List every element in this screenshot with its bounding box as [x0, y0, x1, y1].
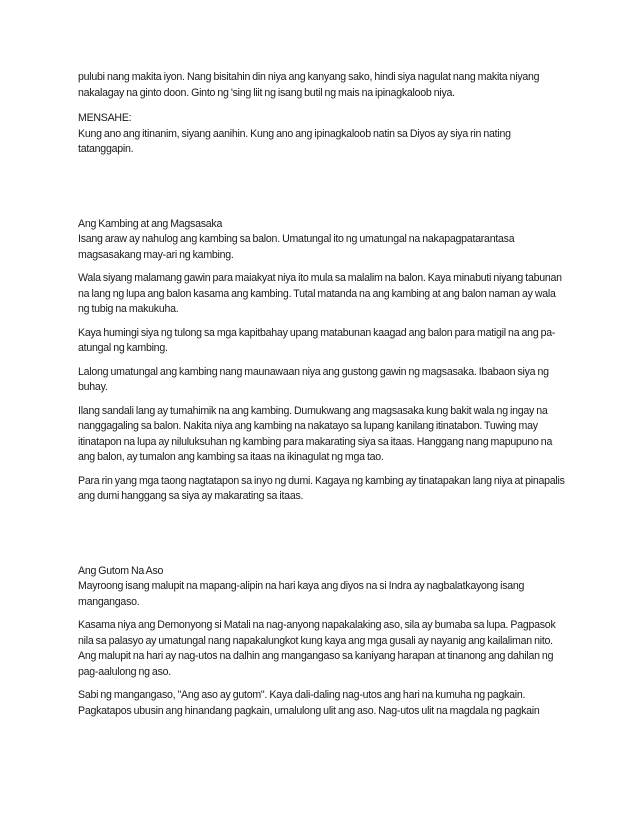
story-paragraph: Wala siyang malamang gawin para maiakyat niya ito mula sa malalim na balon. Kaya minabuti niyang tabunan na lang ng lupa ang balon kasama ang kambing. Tutal matanda na ang kambing at ang balon naman ay wala ng tubig na makukuha. [78, 272, 562, 315]
story-paragraph: Isang araw ay nahulog ang kambing sa balon. Umatungal ito ng umatungal na nakapagpatarantasa magsasakang may-ari ng kambing. [78, 233, 515, 261]
story-paragraph: Mayroong isang malupit na mapang-alipin na hari kaya ang diyos na si Indra ay nagbalatkayong isang mangangaso. [78, 580, 525, 608]
mensahe-text: Kung ano ang itinanim, siyang aanihin. Kung ano ang ipinagkaloob natin sa Diyos ay siya rin nating tatanggapin. [78, 127, 511, 155]
story-title: Ang Gutom Na Aso [78, 564, 164, 577]
story-paragraph: Ilang sandali lang ay tumahimik na ang kambing. Dumukwang ang magsasaka kung bakit wala ng ingay na nanggagaling sa balon. Nakita niya ang kambing na nakatayo sa lupang kanilang itinatabon. Tuwing may itinatapon na lupa ay niluluksuhan ng kambing para makarating siya sa itaas. Hanggang nang mapupuno na ang balon, ay tumalon ang kambing sa itaas na ikinagulat ng mga tao. [78, 404, 553, 463]
mensahe-label: MENSAHE: [78, 112, 132, 124]
document-body [78, 70, 568, 719]
story-paragraph: pulubi nang makita iyon. Nang bisitahin din niya ang kanyang sako, hindi siya nagulat nang makita niyang nakalagay na ginto doon. Ginto ng 'sing liit ng isang butil ng mais na ipinagkaloob niya. [78, 71, 540, 99]
story-paragraph: Sabi ng mangangaso, "Ang aso ay gutom". Kaya dali-daling nag-utos ang hari na kumuha ng pagkain. Pagkatapos ubusin ang hinandang pagkain, umalulong ulit ang aso. Nag-utos ulit na magdala ng pagkain [78, 689, 540, 717]
story-title: Ang Kambing at ang Magsasaka [78, 217, 223, 230]
story-paragraph: Lalong umatungal ang kambing nang maunawaan niya ang gustong gawin ng magsasaka. Ibabaon siya ng buhay. [78, 365, 549, 393]
story-paragraph: Kaya humingi siya ng tulong sa mga kapitbahay upang matabunan kaagad ang balon para matigil na ang pa-atungal ng kambing. [78, 326, 556, 354]
story-paragraph: Kasama niya ang Demonyong si Matali na nag-anyong napakalaking aso, sila ay bumaba sa lupa. Pagpasok nila sa palasyo ay umatungal nang napakalungkot kung kaya ang mga gusali ay nayanig ang kailaliman nito. Ang malupit na hari ay nag-utos na dalhin ang mangangaso sa kaniyang harapan at tinanong ang dahilan ng pag-aalulong ng aso. [78, 619, 556, 678]
story-paragraph: Para rin yang mga taong nagtatapon sa inyo ng dumi. Kagaya ng kambing ay tinatapakan lang niya at pinapalis ang dumi hanggang sa siya ay makarating sa itaas. [78, 474, 565, 502]
